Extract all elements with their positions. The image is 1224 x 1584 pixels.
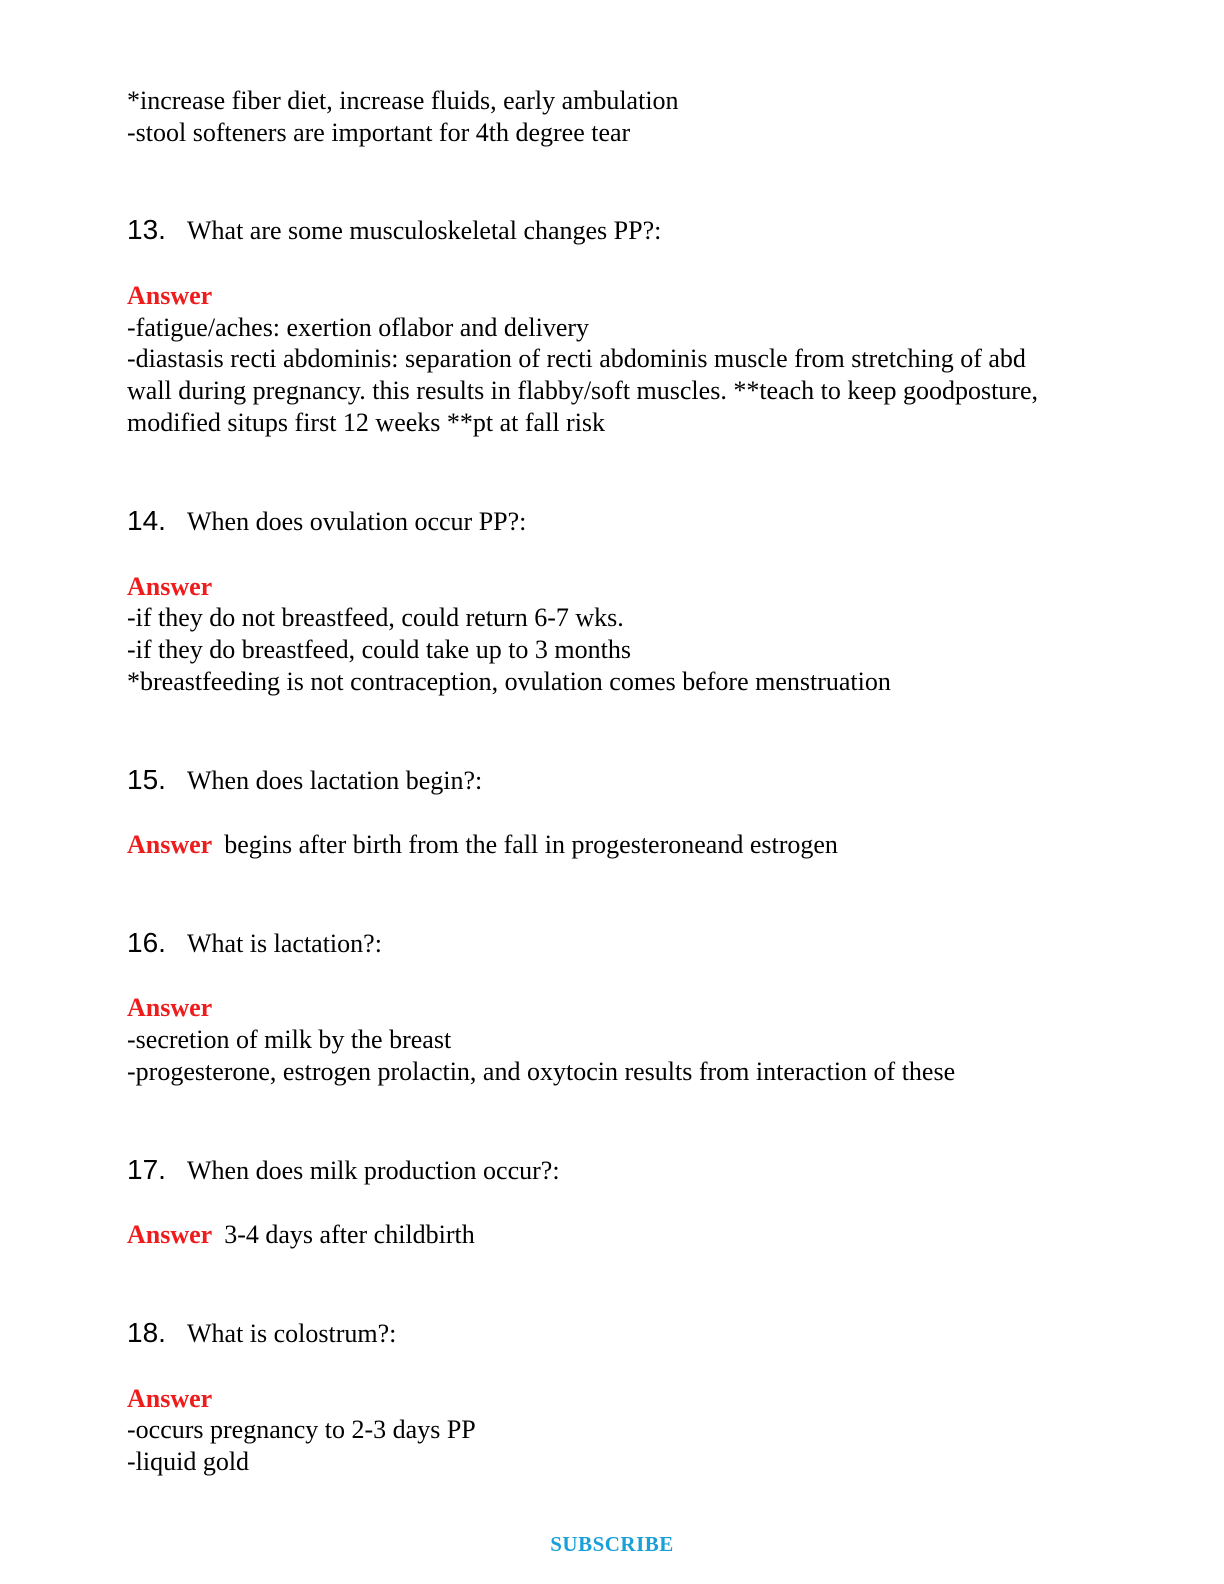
answer-line: wall during pregnancy. this results in flabby/soft muscles. **teach to keep goodposture, — [127, 376, 1039, 405]
question-number: 14. — [127, 505, 166, 536]
question-text: What is colostrum?: — [187, 1319, 397, 1348]
answer-line: -occurs pregnancy to 2-3 days PP — [127, 1415, 476, 1444]
answer-line: -if they do breastfeed, could take up to 3 months — [127, 635, 631, 664]
question-number: 16. — [127, 927, 166, 958]
answer-label — [127, 992, 1107, 1024]
question-number: 13. — [127, 214, 166, 245]
answer-label-text: Answer — [127, 1220, 213, 1249]
intro-line: -stool softeners are important for 4th degree tear — [127, 118, 631, 147]
answer-line: -if they do not breastfeed, could return 6-7 wks. — [127, 603, 624, 632]
question-15 — [127, 764, 1107, 797]
answer-label — [127, 1383, 1107, 1415]
answer-line: *breastfeeding is not contraception, ovulation comes before menstruation — [127, 667, 891, 696]
answer-label-text: Answer — [127, 281, 213, 310]
answer-label-text: Answer — [127, 572, 213, 601]
question-17 — [127, 1154, 1107, 1187]
question-text: When does milk production occur?: — [187, 1156, 560, 1185]
question-18 — [127, 1317, 1107, 1350]
question-number: 17. — [127, 1154, 166, 1185]
answer-line: -fatigue/aches: exertion oflabor and delivery — [127, 313, 590, 342]
question-text: What are some musculoskeletal changes PP?: — [187, 216, 662, 245]
answer-label-text: Answer — [127, 993, 213, 1022]
question-number: 18. — [127, 1317, 166, 1348]
answer-label-text: Answer — [127, 830, 213, 859]
answer-label-text: Answer — [127, 1384, 213, 1413]
question-16 — [127, 927, 1107, 960]
answer-line: -diastasis recti abdominis: separation of recti abdominis muscle from stretching of abd — [127, 344, 1026, 373]
answer-inline — [127, 829, 1107, 861]
answer-line: -secretion of milk by the breast — [127, 1025, 452, 1054]
question-14 — [127, 505, 1107, 538]
answer-line: -progesterone, estrogen prolactin, and oxytocin results from interaction of these — [127, 1057, 956, 1086]
subscribe-link[interactable]: SUBSCRIBE — [550, 1532, 674, 1556]
answer-text: 3-4 days after childbirth — [224, 1220, 475, 1249]
question-text: What is lactation?: — [187, 929, 382, 958]
answer-label — [127, 280, 1107, 312]
answer-text: begins after birth from the fall in progesteroneand estrogen — [224, 830, 838, 859]
intro-line: *increase fiber diet, increase fluids, early ambulation — [127, 86, 679, 115]
answer-inline — [127, 1219, 1107, 1251]
question-13 — [127, 214, 1107, 247]
answer-line: modified situps first 12 weeks **pt at fall risk — [127, 408, 606, 437]
question-number: 15. — [127, 764, 166, 795]
answer-line: -liquid gold — [127, 1447, 250, 1476]
answer-label — [127, 571, 1107, 603]
question-text: When does lactation begin?: — [187, 766, 483, 795]
question-text: When does ovulation occur PP?: — [187, 507, 527, 536]
